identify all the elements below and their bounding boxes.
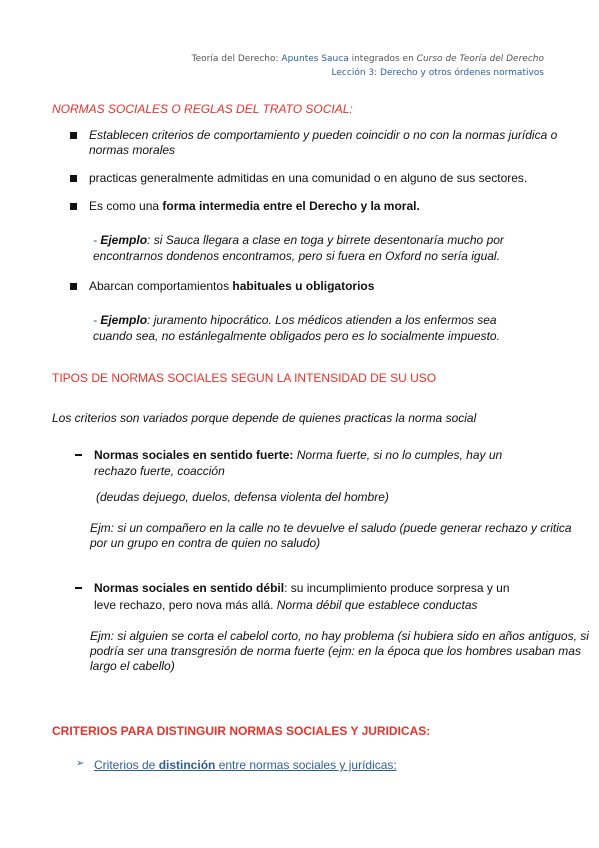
- example1-text: : si Sauca llegara a clase en toga y birrete desentonaría mucho por: [147, 233, 504, 247]
- dash-bullet-icon: [75, 587, 82, 589]
- bullet3-prefix: Es como una: [89, 199, 163, 213]
- example2-label: Ejemplo: [100, 313, 148, 327]
- bullet1-line2: normas morales: [89, 143, 176, 157]
- bullet3-bold: forma intermedia entre el Derecho y la moral.: [162, 199, 420, 213]
- bullet-square-icon: [70, 283, 77, 290]
- header-course: Curso de Teoría del Derecho: [416, 54, 544, 64]
- dash-bullet-icon: [75, 454, 82, 456]
- link-suffix: entre normas sociales y jurídicas:: [215, 758, 397, 772]
- bullet-square-icon: [70, 175, 77, 182]
- weak-norms-example-line3: largo el cabello): [90, 659, 175, 673]
- bullet4-bold: habituales u obligatorios: [232, 279, 375, 293]
- page-header-line1: [192, 54, 544, 64]
- section1-title: NORMAS SOCIALES O REGLAS DEL TRATO SOCIAL:: [52, 102, 353, 116]
- strong-norms-example-line2: por un grupo en contra de quien no saludo): [90, 536, 321, 550]
- bullet-square-icon: [70, 132, 77, 139]
- header-mid: integrados en: [348, 54, 417, 64]
- weak-norms-text2: leve rechazo, pero nova más allá.: [94, 598, 277, 612]
- example1-label: Ejemplo: [100, 233, 148, 247]
- bullet4-prefix: Abarcan comportamientos: [89, 279, 233, 293]
- example1-line1: [93, 232, 504, 248]
- strong-norms-text: Norma fuerte, si no lo cumples, hay un: [293, 448, 503, 462]
- weak-norms-text: : su incumplimiento produce sorpresa y un: [284, 581, 510, 595]
- example1-dash: -: [93, 233, 101, 247]
- weak-norms-label: Normas sociales en sentido débil: [94, 581, 285, 595]
- bullet1-line1: Establecen criterios de comportamiento y pueden coincidir o no con la normas jurídica o: [89, 128, 558, 142]
- bullet-square-icon: [70, 203, 77, 210]
- link-bold: distinción: [158, 758, 216, 772]
- page-header-line2: Lección 3: Derecho y otros órdenes normativos: [331, 68, 544, 78]
- bullet3: [89, 198, 420, 214]
- arrow-bullet-icon: ➢: [76, 758, 85, 769]
- section3-title: CRITERIOS PARA DISTINGUIR NORMAS SOCIALES Y JURIDICAS:: [52, 724, 431, 738]
- example2-line1: [93, 312, 497, 328]
- weak-norms-italic: Norma débil que establece conductas: [276, 598, 478, 612]
- header-brand: Apuntes Sauca: [281, 54, 349, 64]
- strong-norms-line1: [94, 447, 502, 463]
- weak-norms-example-line1: Ejm: si alguien se corta el cabelol corto, no hay problema (si hubiera sido en años antiguos, si: [90, 629, 589, 643]
- bullet2: practicas generalmente admitidas en una comunidad o en alguno de sus sectores.: [89, 171, 528, 185]
- strong-norms-line3: (deudas dejuego, duelos, defensa violenta del hombre): [96, 490, 389, 504]
- section2-title: TIPOS DE NORMAS SOCIALES SEGUN LA INTENSIDAD DE SU USO: [52, 371, 437, 385]
- strong-norms-example-line1: Ejm: si un compañero en la calle no te devuelve el saludo (puede generar rechazo y critica: [90, 521, 572, 535]
- example1-line2: encontrarnos dondenos encontramos, pero si fuera en Oxford no sería igual.: [93, 249, 500, 263]
- weak-norms-line1: [94, 580, 510, 596]
- example2-line2: cuando sea, no estánlegalmente obligados pero es lo socialmente impuesto.: [93, 329, 500, 343]
- weak-norms-example-line2: podría ser una transgresión de norma fuerte (ejm: en la época que los hombres usaban mas: [90, 644, 581, 658]
- section2-intro: Los criterios son variados porque depende de quienes practicas la norma social: [52, 411, 477, 425]
- weak-norms-line2: [94, 597, 478, 613]
- example2-text: : juramento hipocrático. Los médicos atienden a los enfermos sea: [147, 313, 497, 327]
- strong-norms-label: Normas sociales en sentido fuerte:: [94, 448, 294, 462]
- header-prefix: Teoría del Derecho:: [191, 54, 282, 64]
- strong-norms-line2: rechazo fuerte, coacción: [94, 464, 225, 478]
- bullet4: [89, 278, 374, 294]
- distinction-criteria-link[interactable]: [94, 757, 397, 773]
- example2-dash: -: [93, 313, 101, 327]
- link-prefix: Criterios de: [94, 758, 159, 772]
